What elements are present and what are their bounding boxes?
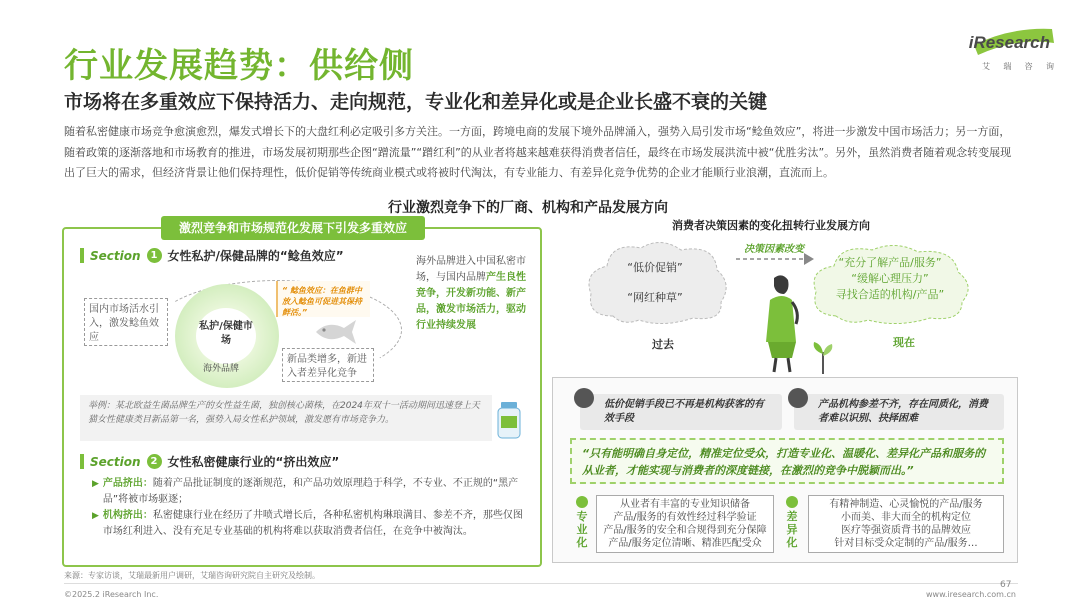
page-title: 行业发展趋势：供给侧	[64, 46, 414, 86]
list-item: ▶ 产品挤出：随着产品批证制度的逐渐规范，和产品功效原理趋于科学，不专业、不正规的“黑产品”将被市场驱逐；	[92, 476, 524, 508]
now-item: 寻找合适的机构/产品”	[835, 288, 945, 301]
overseas-brand-label: 海外品牌	[203, 364, 240, 374]
catfish-icon	[312, 316, 358, 346]
intro-paragraph: 随着私密健康市场竞争愈演愈烈，爆发式增长下的大盘红利必定吸引多方关注。一方面，跨境电商的发展下境外品牌涌入，强势入局引发市场“鲶鱼效应”，将进一步激发中国市场活力；另一方面，随着政策的逐渐落地和市场教育的推进，市场发展初期那些企图“蹭流量”“蹭红利”的从业者将越来越难获得消费者信任，最终在市场发展洪流中被“优胜劣汰”。另外，虽然消费者随着观念转变展现出了巨大的需求，但经济背景让他们保持理性，低价促销等传统商业模式或将被时代淘汰，有专业能力、有差异化竞争优势的企业才能顺行业浪潮，直流而上。	[64, 125, 1012, 179]
pro-dot-icon	[576, 496, 588, 508]
market-circle-label: 私护/保健市场	[196, 308, 256, 364]
sprout-icon	[810, 340, 836, 374]
logo-text: iResearch	[968, 33, 1050, 52]
professional-list: 从业者有丰富的专业知识储备 产品/服务的有效性经过科学验证 产品/服务的安全和合规得到充分保障 产品/服务定位清晰、精准匹配受众	[596, 495, 774, 553]
triangle-bullet-icon: ▶	[92, 479, 99, 489]
past-label: 过去	[652, 338, 674, 351]
differentiation-list: 有精神制造、心灵愉悦的产品/服务 小而美、非大而全的机构定位 医疗等强资质背书的品牌效应 针对目标受众定制的产品/服务…	[808, 495, 1004, 553]
person-icon	[574, 388, 594, 408]
triangle-bullet-icon: ▶	[92, 511, 99, 521]
arrow-label: 决策因素改变	[744, 244, 804, 255]
now-item: “充分了解产品/服务”	[838, 256, 942, 269]
problem-box-homogeneity: 产品机构参差不齐，存在同质化，消费者难以识别、抉择困难	[794, 394, 1004, 430]
professional-label: 专业化	[576, 510, 588, 549]
past-cloud-icon	[583, 236, 733, 326]
differentiation-label: 差异化	[786, 510, 798, 549]
copyright: ©2025.2 iResearch Inc.	[64, 590, 159, 599]
squeeze-bullets	[92, 476, 524, 540]
woman-figure-icon	[756, 272, 806, 376]
section-heading: 行业激烈竞争下的厂商、机构和产品发展方向	[388, 200, 668, 216]
section-bar-icon	[80, 248, 84, 263]
footer-divider	[64, 583, 1018, 584]
source-note: 来源：专家访谈，艾瑞最新用户调研，艾瑞咨询研究院自主研究及绘制。	[64, 571, 320, 580]
person-icon	[788, 388, 808, 408]
box-new-categories: 新品类增多，新进入者差异化竞争	[282, 348, 374, 382]
problem-box-pricing: 低价促销手段已不再是机构获客的有效手段	[580, 394, 782, 430]
right-heading: 消费者决策因素的变化扭转行业发展方向	[672, 219, 870, 232]
probiotic-bottle-icon	[495, 400, 523, 440]
section1-heading: Section 1 女性私护/保健品牌的“鲶鱼效应”	[80, 247, 344, 264]
overseas-brand-description: 海外品牌进入中国私密市场，与国内品牌产生良性竞争，开发新功能、新产品，激发市场活力，驱动行业持续发展	[416, 256, 526, 331]
left-panel-header: 激烈竞争和市场规范化发展下引发多重效应	[161, 216, 425, 240]
past-item: “网红种草”	[627, 291, 683, 304]
box-domestic-market: 国内市场活水引入，激发鲶鱼效应	[84, 298, 168, 346]
diff-dot-icon	[786, 496, 798, 508]
catfish-note: “ 鲶鱼效应：在鱼群中放入鲶鱼可促进其保持鲜活。”	[276, 281, 370, 317]
now-item: “缓解心理压力”	[851, 272, 929, 285]
page-subtitle: 市场将在多重效应下保持活力、走向规范，专业化和差异化或是企业长盛不衰的关键	[64, 91, 768, 113]
section2-heading: Section 2 女性私密健康行业的“挤出效应”	[80, 453, 339, 470]
section-bar-icon	[80, 454, 84, 469]
key-insight-quote: “只有能明确自身定位，精准定位受众，打造专业化、温暖化、差异化产品和服务的从业者，才能实现与消费者的深度链接，在激烈的竞争中脱颖而出。”	[570, 438, 1004, 484]
iresearch-logo	[964, 27, 1056, 71]
website-link[interactable]: www.iresearch.com.cn	[926, 590, 1016, 599]
page-number: 67	[1000, 580, 1012, 590]
now-label: 现在	[893, 336, 915, 349]
past-item: “低价促销”	[627, 261, 683, 274]
list-item: ▶ 机构挤出：私密健康行业在经历了井喷式增长后，各种私密机构琳琅满目、参差不齐，那些仅图市场红利进入、没有充足专业基础的机构将难以获取消费者信任，在竞争中被淘汰。	[92, 508, 524, 540]
logo-cn: 艾 瑞 咨 询	[982, 62, 1054, 71]
example-note: 举例：某北欧益生菌品牌生产的女性益生菌，独创核心菌株，在2024年双十一活动期间迅速登上天猫女性健康类目新品第一名，强势入局女性私护领域，激发愿有市场竞争力。	[80, 395, 492, 441]
